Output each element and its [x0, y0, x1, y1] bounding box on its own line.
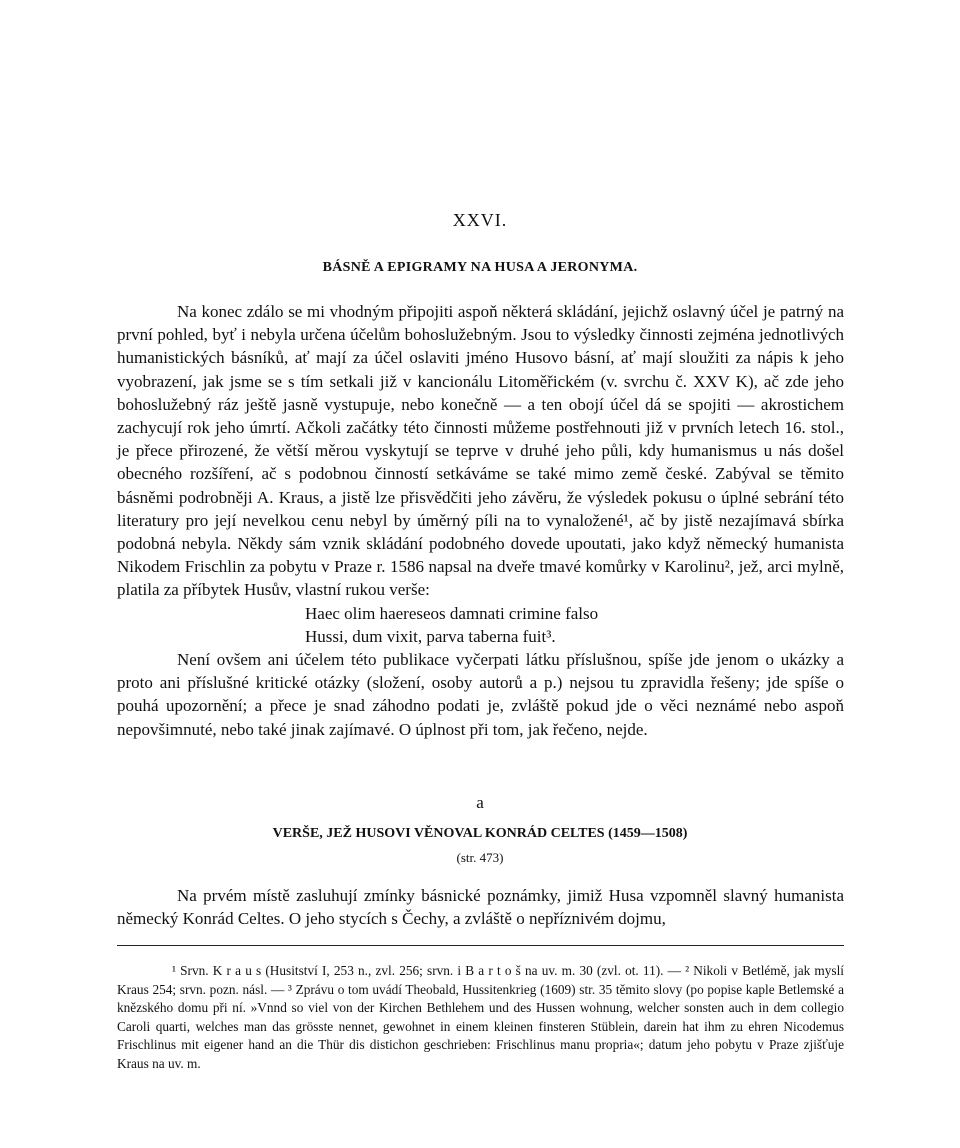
- section-page-ref: (str. 473): [456, 850, 504, 865]
- section-paragraph: Na prvém místě zasluhují zmínky básnické poznámky, jimiž Husa vzpomněl slavný humanista německý Konrád Celtes. O jeho stycích s Čechy, a zvláště o nepříznivém dojmu,: [117, 886, 844, 929]
- footnote-divider: [117, 945, 844, 946]
- chapter-number: XXVI.: [452, 210, 508, 230]
- section-text: [117, 884, 844, 930]
- footnotes: [117, 962, 844, 1074]
- chapter-title: BÁSNĚ A EPIGRAMY NA HUSA A JERONYMA.: [322, 260, 638, 275]
- intro-text: [117, 300, 844, 741]
- intro-paragraph-2: Není ovšem ani účelem této publikace vyčerpati látku příslušnou, spíše jde jenom o ukázky a proto ani příslušné kritické otázky (složení, osoby autorů a p.) nejsou tu zpravidla řešeny; jde spíše o pouhá upozornění; a přece je snad záhodno podati je, zvláště pokud jde o věci neznámé nebo aspoň nepovšimnuté, nebo také jinak zajímavé. O úplnost při tom, jak řečeno, nejde.: [117, 650, 844, 739]
- intro-paragraph-1: Na konec zdálo se mi vhodným připojiti aspoň některá skládání, jejichž oslavný účel je patrný na první pohled, byť i nebyla určena účelům bohoslužebným. Jsou to výsledky činnosti zejména jednotlivých humanistických básníků, ať mají za účel oslaviti jméno Husovo básní, ať mají sloužiti za nápis k jeho vyobrazení, jak jsme se s tím setkali již v kancionálu Litoměřickém (v. svrchu č. XXV K), ač zde jeho bohoslužebný ráz ještě jasně vystupuje, nebo konečně — a ten obojí účel dá se spojiti — akrostichem zachycují rok jeho úmrtí. Ačkoli začátky této činnosti můžeme postřehnouti již v prvních letech 16. stol., je přece přirozené, že větší měrou vyskytují se teprve v druhé jeho půli, kdy humanismus u nás došel obecného rozšíření, ač s podobnou činností setkáváme se také mimo země české. Zabýval se těmito básněmi podrobněji A. Kraus, a jistě lze přisvědčiti jeho závěru, že výsledek pokusu o úplné sebrání této literatury pro její nevelkou cenu nebyl by úměrný píli na to vynaložené¹, ač by jistě nezajímavá sbírka podobná nebyla. Někdy sám vznik skládání podobného dovede upoutati, jako když německý humanista Nikodem Frischlin za pobytu v Praze r. 1586 napsal na dveře tmavé komůrky v Karolinu², jež, arci mylně, platila za příbytek Husův, vlastní rukou verše:: [117, 302, 844, 600]
- footnote-text: ¹ Srvn. K r a u s (Husitství I, 253 n., zvl. 256; srvn. i B a r t o š na uv. m. 30 (zvl. ot. 11). — ² Nikoli v Betlémě, jak myslí Kraus 254; srvn. pozn. násl. — ³ Zprávu o tom uvádí Theobald, Hussitenkrieg (1609) str. 35 těmito slovy (po popise kaple Betlemské a knězského domu při ní. »Vnnd so viel von der Kirchen Bethlehem und des Hussen wohnung, welcher sonsten auch in dem collegio Caroli quarti, welches man das grösste nennet, gewohnet in einem kleinen finsteren Stüblein, darein hat ihm zu ehren Nicodemus Frischlinus mit eigener hand an die Thür dis distichon geschrieben: Frischlinus manu propria«; datum jeho pobytu v Praze zjišťuje Kraus na uv. m.: [117, 963, 844, 1071]
- verse-line-2: Hussi, dum vixit, parva taberna fuit³.: [305, 626, 556, 646]
- section-title: VERŠE, JEŽ HUSOVI VĚNOVAL KONRÁD CELTES (1459—1508): [272, 826, 688, 841]
- section-letter: a: [476, 793, 484, 812]
- verse-line-1: Haec olim haereseos damnati crimine falso: [305, 603, 599, 623]
